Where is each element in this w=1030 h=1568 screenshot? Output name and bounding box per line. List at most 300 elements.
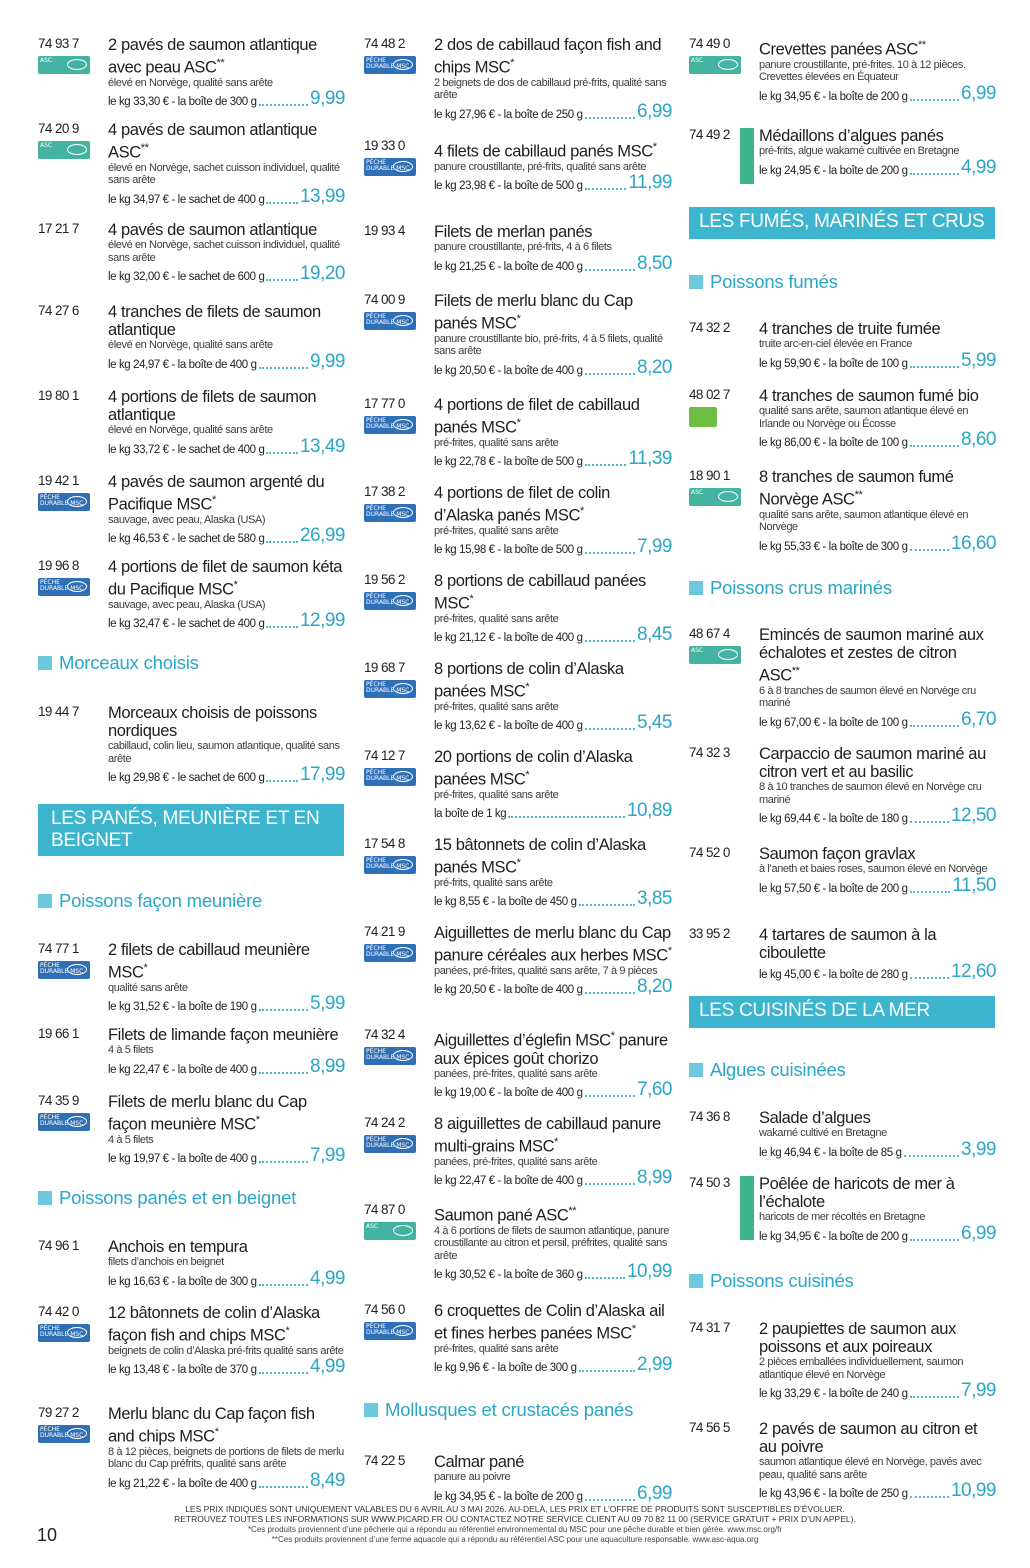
product-body	[108, 473, 345, 546]
price-value: 8,99	[637, 1167, 672, 1188]
dot-leader	[585, 464, 627, 466]
price-line	[108, 1269, 345, 1289]
product-title	[434, 1453, 672, 1471]
dot-leader	[910, 173, 959, 175]
unit-price: le kg 32,47 € - le sachet de 400 g	[108, 618, 265, 630]
price-value: 10,89	[626, 800, 672, 821]
msc-label-icon	[38, 1324, 90, 1342]
fish-icon	[67, 144, 87, 155]
product-code: 19 80 1	[38, 388, 79, 403]
product-title-text: Carpaccio de saumon mariné au citron vert et au basilic	[759, 745, 986, 781]
product-title-text: panure aux épices goût chorizo	[434, 1031, 668, 1068]
unit-price: le kg 30,52 € - la boîte de 360 g	[434, 1269, 583, 1281]
square-bullet-icon	[689, 1063, 703, 1077]
price-line	[759, 1224, 996, 1244]
dot-leader	[585, 373, 635, 375]
product-code: 48 67 4	[689, 626, 730, 641]
product-title-text: 4 pavés de saumon atlantique ASC	[108, 121, 317, 162]
product-title-text: 4 portions de filet de cabillaud panés MSC	[434, 396, 640, 437]
product-title-text: Médaillons d’algues panés	[759, 127, 944, 145]
product-title	[759, 468, 996, 509]
msc-label-icon	[364, 944, 416, 962]
badge-text: PÊCHE DURABLE MSC	[366, 159, 410, 172]
product-description: panées, pré-frites, qualité sans arête	[434, 1155, 598, 1168]
unit-price: le kg 20,50 € - la boîte de 400 g	[434, 984, 583, 996]
msc-label-icon	[364, 504, 416, 522]
price-value: 11,39	[628, 448, 672, 469]
price-value: 13,99	[299, 185, 345, 207]
product-description: beignets de colin d’Alaska pré-frits qualité sans arête	[108, 1344, 344, 1357]
price-value: 7,60	[637, 1079, 672, 1100]
product-code: 17 21 7	[38, 221, 79, 236]
product-title-text: 4 tartares de saumon à la ciboulette	[759, 926, 937, 962]
product-body	[108, 388, 345, 457]
product-body	[108, 558, 345, 631]
product-description: pré-frits, algue wakamé cultivée en Bretagne	[759, 145, 960, 157]
dot-leader	[259, 1161, 308, 1163]
product-title	[108, 1405, 345, 1446]
product-code: 74 49 2	[689, 127, 730, 142]
product-title	[108, 388, 345, 424]
msc-label-icon	[38, 961, 90, 979]
product-description: sauvage, avec peau, Alaska (USA)	[108, 513, 266, 526]
price-line	[434, 102, 672, 122]
eu-organic-leaf-icon	[689, 407, 717, 427]
fish-icon	[718, 649, 738, 660]
product-description: truite arc-en-ciel élevée en France	[759, 338, 912, 350]
unit-price: le kg 21,12 € - la boîte de 400 g	[434, 632, 583, 644]
unit-price: le kg 46,94 € - la boîte de 85 g	[759, 1146, 902, 1159]
product-code: 18 90 1	[689, 468, 730, 483]
product-code: 74 21 9	[364, 924, 405, 939]
product-code: 48 02 7	[689, 387, 730, 402]
product-code: 74 32 2	[689, 320, 730, 335]
product-title	[759, 1175, 996, 1211]
certification-mark: *	[516, 313, 521, 325]
fish-icon	[67, 1327, 87, 1338]
product-code: 74 87 0	[364, 1202, 405, 1217]
fish-icon	[393, 595, 413, 606]
product-body	[434, 1302, 672, 1375]
badge-text: PÊCHE DURABLE MSC	[366, 417, 410, 430]
product-code: 33 95 2	[689, 926, 730, 941]
product-title	[434, 748, 672, 789]
price-value: 8,50	[637, 252, 672, 274]
fish-icon	[393, 771, 413, 782]
product-title	[759, 626, 996, 685]
square-bullet-icon	[38, 1191, 52, 1205]
product-code: 74 00 9	[364, 292, 405, 307]
unit-price: le kg 33,72 € - le sachet de 400 g	[108, 443, 265, 456]
badge-text: ASC	[691, 489, 704, 496]
product-body	[108, 1026, 345, 1077]
product-body	[759, 36, 996, 104]
product-title-text: 4 pavés de saumon argenté du Pacifique MSC	[108, 473, 325, 514]
product-title	[108, 1093, 345, 1134]
certification-mark: *	[510, 57, 515, 69]
asc-label-icon	[38, 141, 90, 159]
price-value: 12,99	[299, 610, 345, 631]
badge-text: PÊCHE DURABLE MSC	[40, 579, 84, 592]
price-line	[434, 625, 672, 645]
product-description: panure croustillante, pré-frits, 4 à 6 filets	[434, 241, 612, 253]
product-body	[108, 704, 345, 785]
product-code: 74 56 5	[689, 1420, 730, 1435]
product-title-text: Filets de limande façon meunière	[108, 1026, 339, 1044]
product-title	[759, 926, 996, 962]
product-description: panées, pré-frites, qualité sans arête	[434, 1067, 598, 1080]
unit-price: le kg 31,52 € - la boîte de 190 g	[108, 1001, 257, 1013]
badge-text: PÊCHE DURABLE MSC	[366, 1323, 410, 1336]
product-code: 19 93 4	[364, 223, 405, 238]
product-title	[759, 387, 996, 405]
price-value: 8,60	[961, 429, 996, 450]
product-title	[434, 836, 672, 877]
subsection-title: Algues cuisinées	[710, 1059, 846, 1080]
price-value: 5,45	[637, 712, 672, 733]
unit-price: le kg 24,97 € - la boîte de 400 g	[108, 358, 257, 371]
certification-mark: *	[516, 417, 521, 429]
dot-leader	[910, 366, 959, 368]
badge-text: PÊCHE DURABLE MSC	[366, 857, 410, 870]
product-code: 74 96 1	[38, 1238, 79, 1253]
product-title-text: Filets de merlan panés	[434, 223, 593, 241]
section-band-panes: LES PANÉS, MEUNIÈRE ET EN BEIGNET	[38, 804, 344, 856]
product-title-text: 4 portions de filet de colin d’Alaska panés MSC	[434, 484, 610, 525]
fish-icon	[393, 161, 413, 172]
product-description: haricots de mer récoltés en Bretagne	[759, 1211, 925, 1223]
price-line	[434, 254, 672, 274]
product-code: 74 77 1	[38, 941, 79, 956]
price-value: 2,99	[637, 1354, 672, 1375]
subsection-fumes	[689, 271, 838, 293]
product-title-text: Aiguillettes de merlu blanc du Cap panure céréales aux herbes MSC	[434, 924, 671, 965]
product-body	[759, 387, 996, 450]
badge-text: PÊCHE DURABLE MSC	[40, 1114, 84, 1127]
product-code: 19 56 2	[364, 572, 405, 587]
product-description: 2 pièces emballées individuellement, saumon atlantique élevé en Norvège	[759, 1356, 964, 1381]
msc-label-icon	[364, 1047, 416, 1065]
product-body	[434, 660, 672, 733]
certification-mark: **	[854, 489, 863, 501]
product-title	[108, 121, 345, 162]
dot-leader	[259, 1072, 308, 1074]
square-bullet-icon	[38, 894, 52, 908]
price-line	[434, 173, 672, 193]
price-value: 8,20	[637, 976, 672, 997]
price-line	[434, 1262, 672, 1282]
unit-price: le kg 21,22 € - la boîte de 400 g	[108, 1477, 257, 1490]
unit-price: le kg 22,47 € - la boîte de 400 g	[108, 1063, 257, 1076]
product-description: pré-frites, qualité sans arête	[434, 788, 559, 801]
product-title	[759, 36, 996, 59]
fish-icon	[67, 964, 87, 975]
fish-icon	[393, 59, 413, 70]
certification-mark: *	[469, 593, 474, 605]
algae-color-bar	[740, 128, 754, 184]
page-number: 10	[37, 1525, 58, 1545]
product-title-text: Morceaux choisis de poissons nordiques	[108, 704, 317, 740]
product-body	[759, 1320, 996, 1401]
product-title-text: Emincés de saumon mariné aux échalotes et zestes de citron ASC	[759, 626, 984, 685]
dot-leader	[585, 1277, 625, 1279]
product-title	[434, 138, 672, 161]
badge-text: ASC	[691, 647, 704, 654]
product-description: saumon atlantique élevé en Norvège, pavés avec peau, qualité sans arête	[759, 1456, 982, 1481]
product-body	[108, 1304, 345, 1377]
price-value: 10,99	[626, 1261, 672, 1282]
product-description: panure au poivre	[434, 1471, 511, 1483]
msc-label-icon	[364, 1135, 416, 1153]
product-title-text: Aiguillettes d’églefin MSC	[434, 1031, 611, 1050]
dot-leader	[910, 445, 959, 447]
price-line	[108, 1146, 345, 1166]
subsection-meuniere	[38, 890, 262, 912]
product-body	[434, 748, 672, 821]
dot-leader	[259, 1009, 308, 1011]
dot-leader	[904, 1155, 959, 1157]
asc-label-icon	[364, 1222, 416, 1240]
product-title	[759, 745, 996, 781]
product-description: élevé en Norvège, sachet cuisson individuel, qualité sans arête	[108, 239, 340, 264]
product-title	[434, 572, 672, 613]
dot-leader	[508, 816, 625, 818]
unit-price: le kg 57,50 € - la boîte de 200 g	[759, 882, 908, 895]
product-description: panure croustillante, pré-frits, qualité sans arête	[434, 160, 646, 173]
unit-price: le kg 8,55 € - la boîte de 450 g	[434, 896, 577, 908]
unit-price: le kg 19,97 € - la boîte de 400 g	[108, 1153, 257, 1165]
asc-label-icon	[38, 56, 90, 74]
price-line	[434, 801, 672, 821]
dot-leader	[259, 1372, 308, 1374]
certification-mark: *	[285, 1325, 290, 1337]
unit-price: le kg 24,95 € - la boîte de 200 g	[759, 164, 908, 177]
unit-price: le kg 59,90 € - la boîte de 100 g	[759, 357, 908, 370]
product-title	[108, 221, 345, 239]
unit-price: le kg 19,00 € - la boîte de 400 g	[434, 1087, 583, 1099]
product-code: 19 44 7	[38, 704, 79, 719]
fish-icon	[393, 315, 413, 326]
product-title-text: Filets de merlu blanc du Cap façon meunière MSC	[108, 1093, 307, 1134]
product-body	[108, 1405, 345, 1491]
square-bullet-icon	[689, 1274, 703, 1288]
product-description: pré-frites, qualité sans arête	[434, 524, 559, 537]
dot-leader	[910, 725, 959, 727]
dot-leader	[579, 1370, 635, 1372]
product-title-text: Anchois en tempura	[108, 1238, 248, 1256]
footer-line: RETROUVEZ TOUTES LES INFORMATIONS SUR WWW.PICARD.FR OU CONTACTEZ NOTRE SERVICE CLIENT AU 09 70 82 11 00 (SERVICE GRATUIT + PRIX D’UN APPEL).	[174, 1513, 856, 1524]
msc-label-icon	[364, 1322, 416, 1340]
price-line	[434, 449, 672, 469]
algae-color-bar	[740, 1176, 754, 1240]
product-title	[434, 223, 672, 241]
badge-text: PÊCHE DURABLE MSC	[40, 962, 84, 975]
product-code: 74 12 7	[364, 748, 405, 763]
product-title-text: 2 pavés de saumon au citron et au poivre	[759, 1420, 978, 1456]
dot-leader	[266, 202, 297, 204]
price-line	[108, 187, 345, 207]
dot-leader	[585, 1183, 635, 1185]
product-title-text: 4 tranches de filets de saumon atlantique	[108, 303, 321, 339]
unit-price: le kg 34,97 € - le sachet de 400 g	[108, 193, 265, 206]
product-body	[759, 127, 996, 178]
fish-icon	[67, 59, 87, 70]
product-title	[108, 1304, 345, 1345]
price-value: 26,99	[299, 525, 345, 546]
product-title-text: 4 portions de filets de saumon atlantique	[108, 388, 317, 424]
msc-label-icon	[364, 768, 416, 786]
badge-text: PÊCHE DURABLE MSC	[366, 505, 410, 518]
product-title-text: 6 croquettes de Colin d’Alaska ail et fines herbes panées MSC	[434, 1302, 665, 1343]
product-body	[434, 572, 672, 645]
price-value: 12,50	[950, 805, 996, 826]
product-body	[759, 468, 996, 554]
certification-mark: **	[791, 665, 800, 677]
dot-leader	[266, 626, 297, 628]
product-description: à l’aneth et baies roses, saumon élevé en Norvège	[759, 863, 988, 875]
price-value: 13,49	[299, 435, 345, 457]
product-code: 74 48 2	[364, 36, 405, 51]
dot-leader	[259, 1486, 308, 1488]
price-value: 3,85	[637, 888, 672, 909]
dot-leader	[910, 1396, 959, 1398]
product-body	[108, 941, 345, 1014]
price-line	[759, 351, 996, 371]
price-line	[434, 1168, 672, 1188]
asc-label-icon	[689, 646, 741, 664]
product-title	[434, 292, 672, 333]
unit-price: la boîte de 1 kg	[434, 808, 507, 820]
asc-footnote: **Ces produits proviennent d’une ferme aquacole qui a répondu au référentiel ASC pour une aquaculture responsable. www.asc-aqua.org	[271, 1535, 759, 1544]
certification-mark: *	[631, 1323, 636, 1335]
dot-leader	[910, 1496, 949, 1498]
product-title	[434, 1202, 672, 1225]
certification-mark: *	[652, 141, 657, 153]
product-description: pré-frites, qualité sans arête	[434, 612, 559, 625]
unit-price: le kg 69,44 € - la boîte de 180 g	[759, 813, 908, 825]
price-value: 6,70	[961, 708, 996, 730]
badge-text: PÊCHE DURABLE MSC	[40, 494, 84, 507]
dot-leader	[910, 1239, 959, 1241]
price-value: 6,99	[961, 1222, 996, 1244]
dot-leader	[259, 104, 308, 106]
product-code: 74 42 0	[38, 1304, 79, 1319]
dot-leader	[259, 367, 308, 369]
unit-price: le kg 27,96 € - la boîte de 250 g	[434, 108, 583, 121]
subsection-beignet	[38, 1187, 296, 1209]
price-line	[434, 889, 672, 909]
price-line	[108, 352, 345, 372]
certification-mark: **	[568, 1205, 577, 1217]
price-line	[108, 264, 345, 284]
product-description: pré-frits, qualité sans arête	[434, 876, 553, 889]
fish-icon	[67, 496, 87, 507]
price-line	[108, 994, 345, 1014]
product-code: 74 32 4	[364, 1027, 405, 1042]
product-title	[434, 660, 672, 701]
unit-price: le kg 16,63 € - la boîte de 300 g	[108, 1275, 257, 1288]
price-line	[434, 1355, 672, 1375]
msc-label-icon	[38, 1113, 90, 1131]
product-code: 74 52 0	[689, 845, 730, 860]
product-description: panées, pré-frites, qualité sans arête, 7 à 9 pièces	[434, 964, 658, 977]
unit-price: le kg 13,48 € - la boîte de 370 g	[108, 1364, 257, 1376]
unit-price: le kg 34,95 € - la boîte de 200 g	[759, 90, 908, 103]
product-description: qualité sans arête	[108, 981, 188, 994]
product-title-text: 8 aiguillettes de cabillaud panure multi-grains MSC	[434, 1115, 661, 1156]
product-title	[108, 1238, 345, 1256]
product-body	[434, 484, 672, 557]
product-title	[108, 941, 345, 982]
certification-mark: *	[516, 857, 521, 869]
product-code: 17 77 0	[364, 396, 405, 411]
product-description: élevé en Norvège, qualité sans arête	[108, 76, 273, 89]
badge-text: PÊCHE DURABLE MSC	[366, 681, 410, 694]
price-validity-footer	[0, 1505, 1030, 1524]
unit-price: le kg 23,98 € - la boîte de 500 g	[434, 180, 583, 192]
price-value: 8,20	[637, 356, 672, 378]
msc-label-icon	[38, 578, 90, 596]
unit-price: le kg 45,00 € - la boîte de 280 g	[759, 969, 908, 981]
price-line	[759, 876, 996, 896]
fish-icon	[67, 581, 87, 592]
product-body	[759, 1109, 996, 1160]
unit-price: le kg 43,96 € - la boîte de 250 g	[759, 1488, 908, 1500]
price-value: 4,99	[310, 1356, 345, 1377]
dot-leader	[266, 279, 297, 281]
fish-icon	[393, 859, 413, 870]
fish-icon	[718, 59, 738, 70]
price-value: 9,99	[310, 350, 345, 372]
dot-leader	[585, 117, 635, 119]
price-line	[759, 710, 996, 730]
price-line	[108, 1357, 345, 1377]
product-title	[434, 1115, 672, 1156]
price-value: 11,99	[628, 172, 672, 193]
price-value: 17,99	[299, 764, 345, 785]
product-description: pré-frites, qualité sans arête	[434, 1342, 559, 1355]
dot-leader	[585, 1499, 635, 1501]
product-description: 4 à 6 portions de filets de saumon atlantique, panure croustillante au citron et persil, préfrites, qualité sans arête	[434, 1224, 670, 1262]
msc-label-icon	[364, 158, 416, 176]
price-value: 3,99	[961, 1138, 996, 1160]
unit-price: le kg 33,30 € - la boîte de 300 g	[108, 96, 257, 108]
price-line	[108, 765, 345, 785]
product-description: 8 à 12 pièces, beignets de portions de filets de merlu blanc du Cap préfrits, qualité sans arête	[108, 1445, 344, 1470]
product-title	[434, 924, 672, 965]
dot-leader	[266, 541, 297, 543]
product-title-text: 15 bâtonnets de colin d’Alaska panés MSC	[434, 836, 646, 877]
price-value: 5,99	[310, 993, 345, 1014]
product-code: 19 33 0	[364, 138, 405, 153]
fish-icon	[393, 1138, 413, 1149]
unit-price: le kg 86,00 € - la boîte de 100 g	[759, 437, 908, 449]
price-line	[108, 611, 345, 631]
product-description: filets d’anchois en beignet	[108, 1256, 224, 1268]
product-code: 74 36 8	[689, 1109, 730, 1124]
dot-leader	[266, 780, 297, 782]
price-value: 8,49	[310, 1469, 345, 1491]
dot-leader	[585, 552, 635, 554]
unit-price: le kg 29,98 € - le sachet de 600 g	[108, 772, 265, 784]
price-line	[759, 84, 996, 104]
product-body	[434, 396, 672, 469]
unit-price: le kg 55,33 € - la boîte de 300 g	[759, 540, 908, 553]
dot-leader	[910, 99, 959, 101]
unit-price: le kg 34,95 € - la boîte de 200 g	[434, 1490, 583, 1503]
price-value: 4,99	[961, 156, 996, 178]
product-description: 4 à 5 filets	[108, 1133, 154, 1146]
